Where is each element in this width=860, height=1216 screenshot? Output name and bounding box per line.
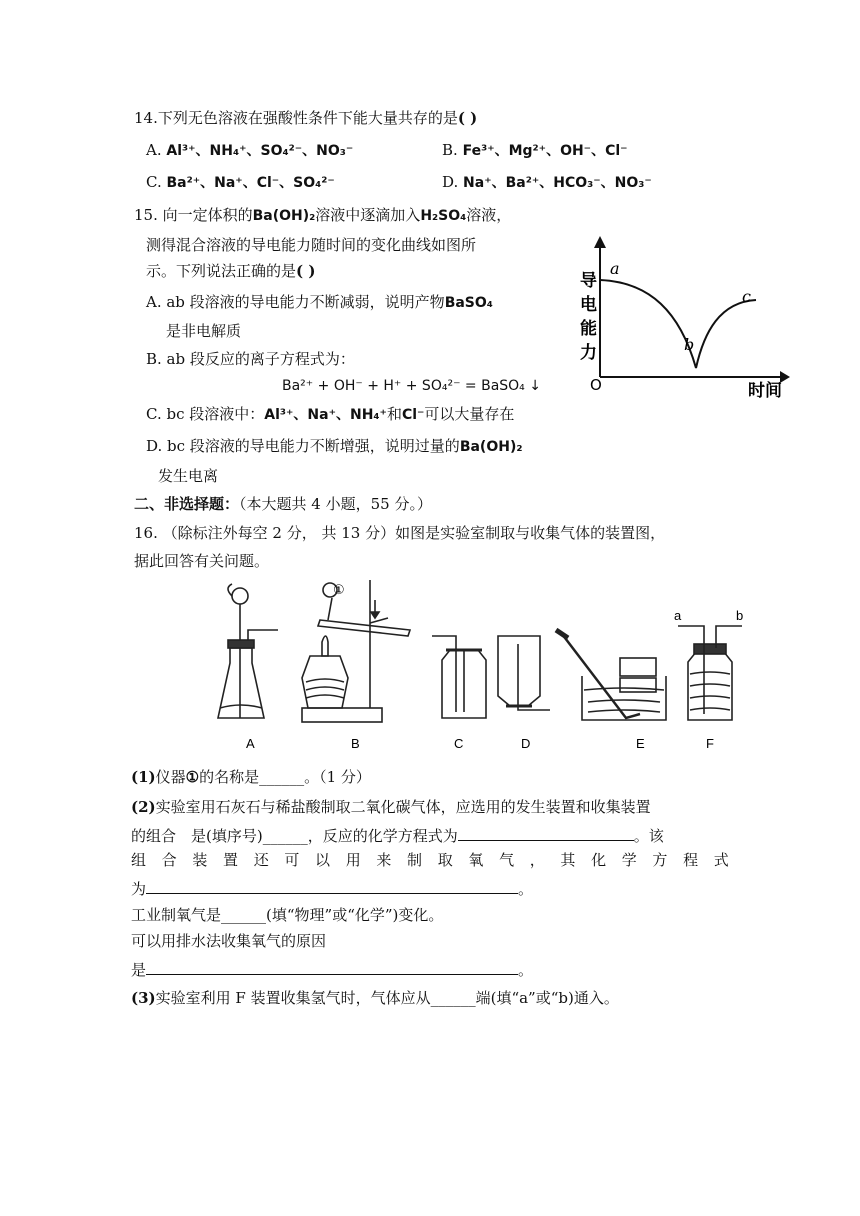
apparatus-a bbox=[218, 584, 278, 718]
q15-chem-h2so4: H₂SO₄ bbox=[420, 208, 467, 224]
q14-stem bbox=[134, 108, 477, 128]
q15-option-c-and: 和 bbox=[386, 405, 402, 423]
apparatus-e bbox=[556, 630, 666, 720]
q14-option-a-text: Al³⁺、NH₄⁺、SO₄²⁻、NO₃⁻ bbox=[166, 143, 354, 159]
q14-option-d-label: D. bbox=[442, 173, 459, 191]
graph-ylabel-char: 导 bbox=[580, 271, 597, 291]
q16-part2-char: 还 bbox=[253, 851, 269, 869]
answer-blank-oxygen-equation[interactable] bbox=[146, 877, 518, 894]
q16-part2-char: 气 bbox=[499, 851, 515, 869]
q16-part1 bbox=[131, 767, 371, 787]
q15-option-d[interactable] bbox=[146, 436, 522, 457]
graph-ylabel-char: 力 bbox=[580, 343, 597, 363]
q16-part2-line1 bbox=[131, 797, 651, 817]
q15-option-b[interactable]: B. ab 段反应的离子方程式为： bbox=[146, 350, 355, 368]
q16-part2-char: 以 bbox=[315, 851, 331, 869]
graph-ylabel-char: 电 bbox=[580, 295, 597, 315]
q15-option-c-end: 可以大量存在 bbox=[424, 405, 515, 423]
q16-part1-number: (1) bbox=[131, 768, 156, 786]
q16-part2-char: 取 bbox=[437, 851, 453, 869]
q15-stem-part: 示。下列说法正确的是 bbox=[146, 262, 297, 280]
graph-point-c: c bbox=[742, 287, 751, 306]
q15-stem-part: 溶液中逐滴加入 bbox=[315, 206, 421, 224]
q16-stem-line2: 据此回答有关问题。 bbox=[134, 552, 270, 570]
q15-option-c-ions: Al³⁺、Na⁺、NH₄⁺ bbox=[264, 407, 387, 423]
q15-stem-part: 15. 向一定体积的 bbox=[134, 206, 253, 224]
apparatus-d bbox=[498, 636, 550, 710]
q16-part2-char: 组 bbox=[131, 851, 147, 869]
q16-part2-char: 式 bbox=[713, 851, 729, 869]
graph-point-a: a bbox=[610, 259, 620, 278]
q16-part2-char: 装 bbox=[192, 851, 208, 869]
tube-label-a: a bbox=[674, 608, 682, 623]
graph-xlabel: 时间 bbox=[748, 381, 782, 401]
q15-option-d-text: D. bc 段溶液的导电能力不断增强，说明过量的 bbox=[146, 437, 460, 455]
q15-answer-paren: ( ) bbox=[296, 262, 316, 280]
graph-point-b: b bbox=[684, 335, 695, 354]
q15-stem-line3 bbox=[146, 261, 315, 281]
q16-part3-text: 实验室利用 F 装置收集氢气时，气体应从______端(填“a”或“b)通入。 bbox=[155, 989, 619, 1007]
q15-option-c-text: C. bc 段溶液中： bbox=[146, 405, 265, 423]
q15-chem-baoh2: Ba(OH)₂ bbox=[252, 208, 316, 224]
q14-option-c[interactable] bbox=[146, 172, 335, 193]
q14-option-b-label: B. bbox=[442, 141, 458, 159]
q16-part2-char: 其 bbox=[560, 851, 576, 869]
q14-stem-text: 14.下列无色溶液在强酸性条件下能大量共存的是 bbox=[134, 109, 458, 127]
q16-part2-char: 用 bbox=[345, 851, 361, 869]
graph-y-arrow bbox=[594, 236, 606, 248]
q16-part2-text: 。该 bbox=[633, 827, 664, 845]
q16-part2-char: 方 bbox=[652, 851, 668, 869]
q15-option-c[interactable] bbox=[146, 404, 514, 425]
q14-option-d[interactable] bbox=[442, 172, 652, 193]
q16-part2-line5: 工业制氧气是______(填“物理”或“化学”)变化。 bbox=[131, 906, 444, 924]
apparatus-label-b: B bbox=[351, 736, 360, 751]
q16-part2-char: 化 bbox=[591, 851, 607, 869]
graph-ylabel-char: 能 bbox=[580, 319, 597, 339]
apparatus-c bbox=[432, 636, 486, 718]
apparatus-label-d: D bbox=[521, 736, 531, 751]
apparatus-figure bbox=[210, 578, 760, 754]
q16-part2-char: ， bbox=[529, 851, 545, 869]
q16-part2-char: 学 bbox=[621, 851, 637, 869]
apparatus-label-a: A bbox=[246, 736, 255, 751]
apparatus-label-e: E bbox=[636, 736, 645, 751]
q15-stem-part: 溶液， bbox=[466, 206, 512, 224]
q16-part2-char: 置 bbox=[223, 851, 239, 869]
q16-part2-line3 bbox=[131, 850, 729, 870]
q15-option-a-text: A. ab 段溶液的导电能力不断减弱，说明产物 bbox=[146, 293, 445, 311]
q14-option-d-text: Na⁺、Ba²⁺、HCO₃⁻、NO₃⁻ bbox=[463, 175, 652, 191]
q14-option-c-text: Ba²⁺、Na⁺、Cl⁻、SO₄²⁻ bbox=[166, 175, 335, 191]
q15-option-c-cl: Cl⁻ bbox=[401, 407, 425, 423]
q15-stem-line2: 测得混合溶液的导电能力随时间的变化曲线如图所 bbox=[146, 236, 477, 254]
q16-part2-text: 是 bbox=[131, 961, 147, 979]
q14-option-a[interactable] bbox=[146, 140, 353, 161]
q15-stem-line1 bbox=[134, 205, 511, 226]
q16-part1-marker: ① bbox=[185, 768, 200, 786]
q16-part2-char: 可 bbox=[284, 851, 300, 869]
q16-part3-number: (3) bbox=[131, 989, 156, 1007]
q16-part2-line2 bbox=[131, 824, 664, 846]
q16-stem-line1: 16. （除标注外每空 2 分， 共 13 分）如图是实验室制取与收集气体的装置图， bbox=[134, 524, 666, 542]
q16-part1-text2: 的名称是______。（1 分） bbox=[199, 768, 371, 786]
q16-part2-char: 制 bbox=[407, 851, 423, 869]
section2-heading bbox=[134, 494, 432, 514]
q16-part2-line6: 可以用排水法收集氧气的原因 bbox=[131, 932, 327, 950]
q16-part2-text: 。 bbox=[518, 961, 534, 979]
q15-option-a[interactable] bbox=[146, 292, 493, 313]
q16-part3 bbox=[131, 988, 619, 1008]
q14-option-c-label: C. bbox=[146, 173, 162, 191]
section2-title: 二、非选择题： bbox=[134, 495, 240, 513]
q16-part2-text: 。 bbox=[518, 880, 534, 898]
q16-part2-char: 来 bbox=[376, 851, 392, 869]
q16-part2-line7 bbox=[131, 958, 533, 980]
q16-part2-char: 氧 bbox=[468, 851, 484, 869]
apparatus-b bbox=[302, 580, 410, 722]
q15-option-b-equation: Ba²⁺ + OH⁻ + H⁺ + SO₄²⁻ = BaSO₄ ↓ bbox=[282, 378, 541, 394]
section2-note: （本大题共 4 小题，55 分。） bbox=[239, 495, 432, 513]
q16-part2-text: 实验室用石灰石与稀盐酸制取二氧化碳气体，应选用的发生装置和收集装置 bbox=[155, 798, 651, 816]
answer-blank-equation[interactable] bbox=[458, 824, 634, 841]
answer-blank-reason[interactable] bbox=[146, 958, 518, 975]
conductivity-graph bbox=[570, 232, 790, 404]
q14-option-a-label: A. bbox=[146, 141, 162, 159]
q14-answer-paren: ( ) bbox=[457, 109, 478, 127]
q15-chem-baoh2-2: Ba(OH)₂ bbox=[459, 439, 523, 455]
apparatus-marker-1: ① bbox=[333, 582, 345, 597]
q15-option-d-line2: 发生电离 bbox=[158, 467, 219, 485]
apparatus-label-f: F bbox=[706, 736, 714, 751]
apparatus-f bbox=[678, 626, 742, 720]
q16-part2-text: 的组合 是(填序号)______，反应的化学方程式为 bbox=[131, 827, 458, 845]
q14-option-b-text: Fe³⁺、Mg²⁺、OH⁻、Cl⁻ bbox=[462, 143, 628, 159]
q16-part1-text: 仪器 bbox=[155, 768, 186, 786]
graph-origin: O bbox=[590, 376, 602, 394]
tube-label-b: b bbox=[736, 608, 744, 623]
q16-part2-char: 合 bbox=[161, 851, 177, 869]
q16-part2-char: 程 bbox=[683, 851, 699, 869]
q16-part2-line4 bbox=[131, 877, 533, 899]
q16-part2-number: (2) bbox=[131, 798, 156, 816]
q15-option-a-line2: 是非电解质 bbox=[166, 322, 242, 340]
graph-curve bbox=[600, 280, 756, 368]
apparatus-label-c: C bbox=[454, 736, 464, 751]
q16-part2-text: 为 bbox=[131, 880, 147, 898]
q14-option-b[interactable] bbox=[442, 140, 628, 161]
q15-chem-baso4: BaSO₄ bbox=[444, 295, 493, 311]
